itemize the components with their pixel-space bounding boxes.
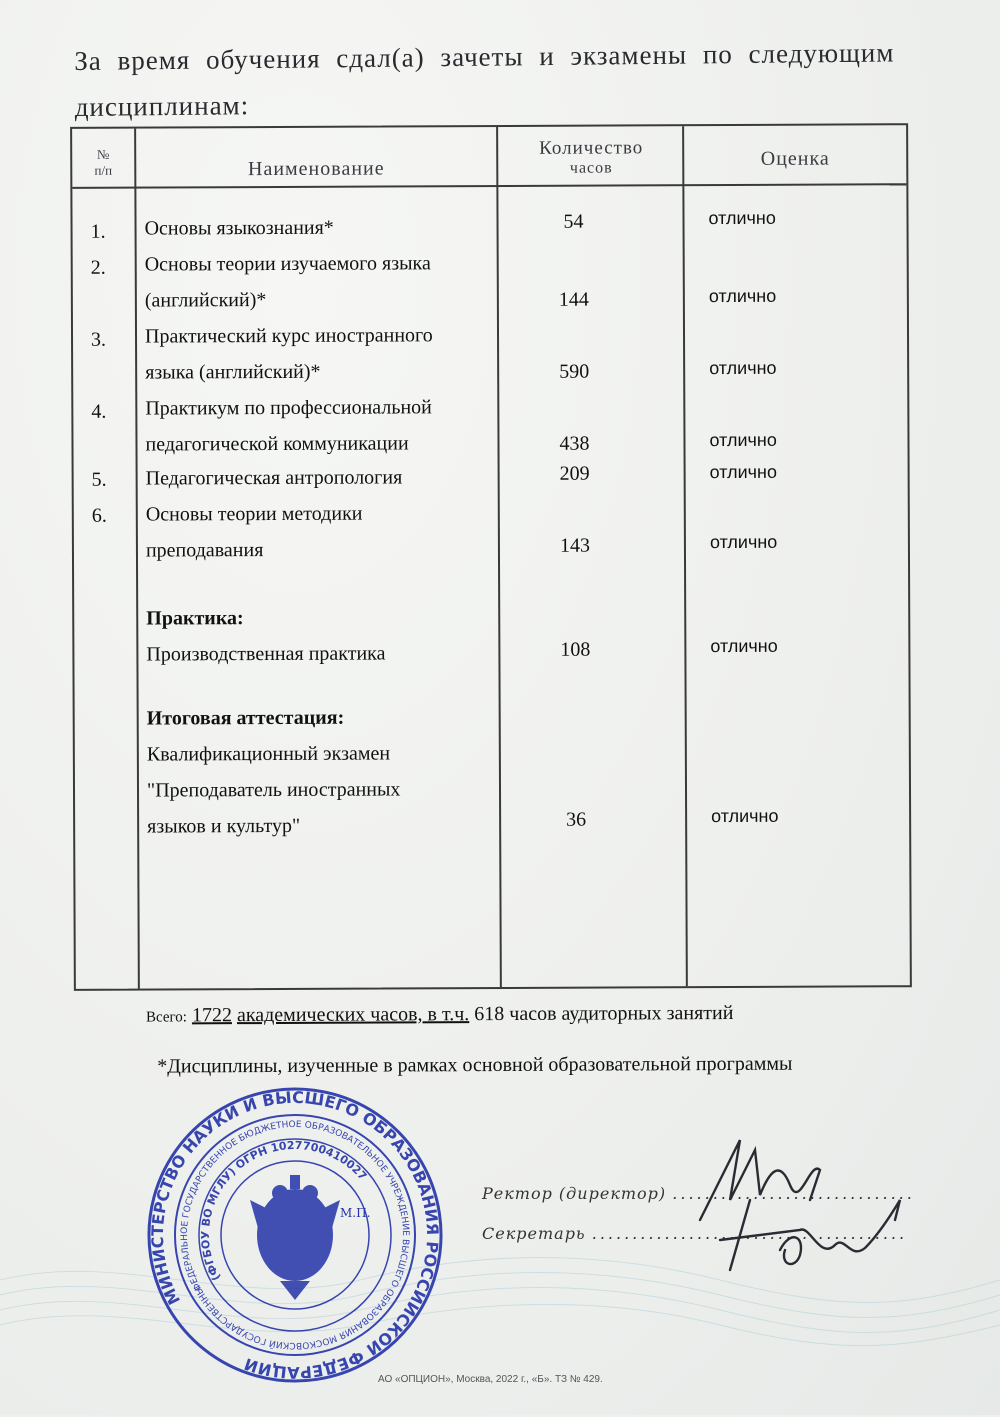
final-line-1: Квалификационный экзамен bbox=[146, 742, 391, 766]
subject-line-1: Практикум по профессиональной bbox=[145, 396, 432, 420]
total-text-1: академических часов, в т.ч. bbox=[236, 1003, 470, 1027]
row-grade: отлично bbox=[709, 461, 778, 483]
row-grade: отлично bbox=[708, 207, 776, 229]
subject-line-2: языка (английский)* bbox=[145, 360, 321, 384]
row-subject bbox=[145, 245, 495, 319]
row-hours: 143 bbox=[559, 534, 590, 557]
secretary-label: Секретарь bbox=[482, 1224, 586, 1243]
column-divider bbox=[134, 129, 140, 989]
row-number: 4. bbox=[91, 400, 107, 423]
final-line-3: языков и культур" bbox=[147, 814, 301, 838]
subject-line-2: педагогической коммуникации bbox=[145, 432, 409, 456]
practice-section bbox=[74, 597, 908, 666]
final-grade: отлично bbox=[711, 805, 779, 827]
heading-line-2: дисциплинам: bbox=[74, 90, 250, 122]
total-text-2: часов аудиторных занятий bbox=[509, 1001, 734, 1025]
row-hours: 144 bbox=[558, 288, 589, 311]
row-subject bbox=[144, 209, 494, 247]
subject-line-2: преподавания bbox=[145, 539, 264, 562]
row-hours: 590 bbox=[559, 360, 590, 383]
header-number bbox=[72, 147, 134, 179]
printer-imprint: АО «ОПЦИОН», Москва, 2022 г., «Б». ТЗ № 429. bbox=[378, 1374, 603, 1385]
rector-label: Ректор (директор) bbox=[482, 1184, 667, 1203]
header-hours-line-1: Количество bbox=[539, 137, 644, 159]
row-grade: отлично bbox=[709, 357, 777, 379]
svg-text:ФЕДЕРАЛЬНОЕ ГОСУДАРСТВЕННОЕ БЮ: ФЕДЕРАЛЬНОЕ ГОСУДАРСТВЕННОЕ БЮДЖЕТНОЕ ОБРАЗОВАТЕЛЬНОЕ УЧРЕЖДЕНИЕ ВЫСШЕГО ОБРАЗОВАНИЯ МОСКОВСКИЙ ГОСУДАРСТВЕННЫЙ bbox=[179, 1119, 411, 1351]
row-subject bbox=[145, 389, 495, 463]
final-line-2: "Преподаватель иностранных bbox=[146, 778, 401, 802]
final-title: Итоговая аттестация: bbox=[146, 706, 345, 730]
subject-line-1: Основы теории изучаемого языка bbox=[144, 252, 431, 276]
header-name: Наименование bbox=[247, 157, 385, 181]
column-divider bbox=[682, 126, 688, 986]
row-number: 6. bbox=[91, 504, 107, 527]
header-number-sub: п/п bbox=[94, 162, 113, 178]
practice-grade: отлично bbox=[710, 635, 778, 657]
row-subject bbox=[146, 495, 496, 569]
total-hours-line bbox=[146, 1002, 734, 1028]
practice-hours: 108 bbox=[560, 638, 591, 661]
table-row bbox=[72, 207, 906, 243]
row-subject bbox=[145, 317, 495, 391]
subject-line-2: (английский)* bbox=[144, 289, 267, 312]
svg-text:МИНИСТЕРСТВО НАУКИ И ВЫСШЕГО О: МИНИСТЕРСТВО НАУКИ И ВЫСШЕГО ОБРАЗОВАНИЯ РОССИЙСКОЙ ФЕДЕРАЦИИ bbox=[147, 1087, 443, 1383]
practice-subject bbox=[146, 599, 496, 673]
row-subject bbox=[146, 459, 496, 497]
row-number: 3. bbox=[90, 328, 107, 351]
row-grade: отлично bbox=[708, 285, 777, 307]
svg-text:М.П.: М.П. bbox=[340, 1206, 371, 1220]
heading-line-1: За время обучения сдал(а) зачеты и экзамены по следующим bbox=[74, 37, 895, 76]
secretary-signature-line: Секретарь ....................................... bbox=[482, 1224, 908, 1243]
row-grade: отлично bbox=[709, 429, 777, 451]
grades-table bbox=[70, 123, 912, 991]
footnote: *Дисциплины, изученные в рамках основной образовательной программы bbox=[157, 1052, 793, 1078]
row-hours: 438 bbox=[559, 432, 590, 455]
row-number: 2. bbox=[90, 256, 106, 279]
row-hours: 54 bbox=[563, 210, 584, 233]
header-hours-line-2: часов bbox=[569, 159, 613, 177]
subject-line-1: Основы теории методики bbox=[145, 502, 363, 526]
final-attestation-section bbox=[75, 697, 909, 838]
total-hours: 1722 bbox=[191, 1004, 232, 1027]
practice-name: Производственная практика bbox=[146, 642, 386, 666]
header-grade: Оценка bbox=[760, 147, 830, 170]
subject-line-1: Практический курс иностранного bbox=[144, 324, 433, 348]
official-seal bbox=[140, 1085, 450, 1385]
total-label: Всего: bbox=[145, 1009, 187, 1026]
header-hours bbox=[498, 138, 684, 179]
row-hours: 209 bbox=[559, 462, 590, 485]
row-number: 5. bbox=[91, 468, 107, 491]
final-subject bbox=[147, 699, 498, 845]
auditory-hours: 618 bbox=[474, 1002, 505, 1026]
rector-signature-line: Ректор (директор) .............................. bbox=[482, 1184, 915, 1203]
subject-line-1: Педагогическая антропология bbox=[145, 466, 403, 490]
row-grade: отлично bbox=[709, 531, 778, 553]
header-divider bbox=[72, 183, 906, 189]
practice-title: Практика: bbox=[146, 607, 244, 630]
subject-line-1: Основы языкознания* bbox=[144, 216, 334, 240]
header-number-symbol: № bbox=[96, 146, 110, 162]
handwritten-signatures bbox=[660, 1130, 920, 1290]
svg-text:(ФГБОУ ВО МГЛУ) ОГРН 102770041: (ФГБОУ ВО МГЛУ) ОГРН 1027700410027 bbox=[198, 1138, 370, 1283]
final-hours: 36 bbox=[566, 808, 587, 831]
row-number: 1. bbox=[90, 220, 106, 243]
